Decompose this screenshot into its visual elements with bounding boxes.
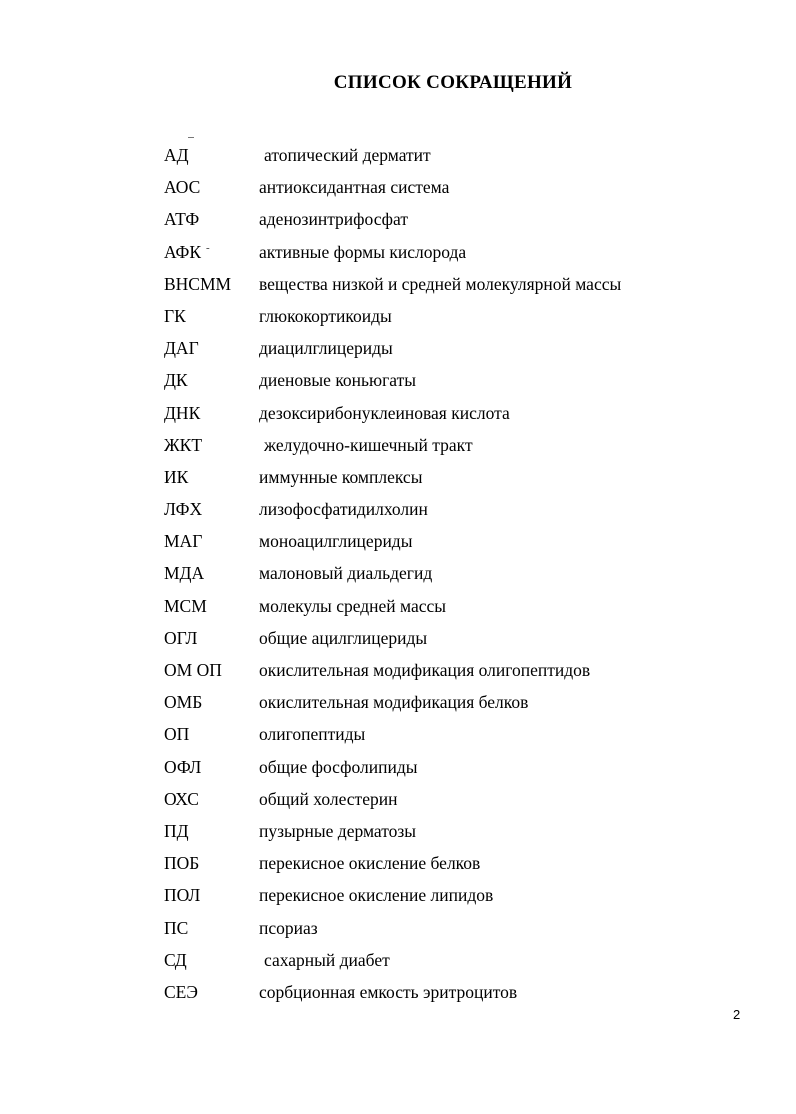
- abbreviation: ГК: [164, 305, 186, 326]
- definition: активные формы кислорода: [259, 241, 467, 262]
- definition: перекисное окисление липидов: [259, 885, 494, 906]
- list-item: [0, 209, 796, 241]
- definition: малоновый диальдегид: [259, 563, 433, 584]
- definition: диеновые коньюгаты: [259, 370, 416, 391]
- list-item: [0, 757, 796, 789]
- abbreviation: ДАГ: [164, 338, 199, 359]
- list-item: [0, 403, 796, 435]
- abbreviation: МДА: [164, 563, 205, 584]
- abbreviation: ПОБ: [164, 853, 200, 874]
- list-item: [0, 499, 796, 531]
- list-item: [0, 982, 796, 1014]
- abbreviation: ЖКТ: [164, 434, 203, 455]
- definition: сахарный диабет: [264, 949, 390, 970]
- abbreviation: ПОЛ: [164, 885, 201, 906]
- definition: атопический дерматит: [264, 145, 431, 165]
- list-item: [0, 531, 796, 563]
- list-item: [0, 950, 796, 982]
- definition: лизофосфатидилхолин: [259, 499, 428, 520]
- definition: глюкокортикоиды: [259, 305, 392, 326]
- abbreviation: СЕЭ: [164, 981, 198, 1002]
- abbreviation: ОГЛ: [164, 627, 198, 648]
- definition: иммунные комплексы: [259, 466, 423, 487]
- list-item: [0, 145, 796, 177]
- list-item: [0, 274, 796, 306]
- list-item: [0, 853, 796, 885]
- abbreviation: ИК: [164, 466, 189, 487]
- abbreviation: ОМБ: [164, 692, 203, 713]
- abbreviation-wrapper: [164, 242, 210, 263]
- abbreviation: МАГ: [164, 531, 203, 552]
- abbreviation: ПС: [164, 917, 189, 938]
- definition: псориаз: [259, 917, 318, 938]
- page-title: СПИСОК СОКРАЩЕНИЙ: [333, 72, 573, 93]
- abbreviation: ПД: [164, 820, 189, 841]
- list-item: [0, 596, 796, 628]
- list-item: [0, 660, 796, 692]
- scan-artifact-mark: [188, 137, 194, 138]
- list-item: [0, 563, 796, 595]
- abbreviation: СД: [164, 949, 187, 970]
- abbreviation: АТФ: [164, 209, 200, 230]
- abbreviation: МСМ: [164, 595, 207, 616]
- list-item: [0, 628, 796, 660]
- abbreviation: ОФЛ: [164, 756, 202, 777]
- list-item: [0, 724, 796, 756]
- abbreviation: ОП: [164, 724, 190, 745]
- abbreviation: ДК: [164, 370, 188, 391]
- minus-mark: -: [206, 241, 210, 254]
- definition: общий холестерин: [259, 788, 398, 809]
- definition: молекулы средней массы: [259, 595, 447, 616]
- abbreviation: ОХС: [164, 788, 199, 809]
- list-item: [0, 789, 796, 821]
- abbreviation: ВНСММ: [164, 273, 232, 294]
- list-item: [0, 918, 796, 950]
- list-item: [0, 692, 796, 724]
- list-item: [0, 370, 796, 402]
- abbreviation: АФК: [164, 241, 202, 262]
- abbreviation: ЛФХ: [164, 499, 203, 520]
- list-item: [0, 242, 796, 274]
- definition: дезоксирибонуклеиновая кислота: [259, 402, 510, 423]
- definition: перекисное окисление белков: [259, 853, 481, 874]
- definition: окислительная модификация белков: [259, 692, 529, 713]
- definition: пузырные дерматозы: [259, 820, 417, 841]
- definition: олигопептиды: [259, 724, 366, 745]
- definition: окислительная модификация олигопептидов: [259, 660, 591, 680]
- list-item: [0, 306, 796, 338]
- list-item: [0, 177, 796, 209]
- list-item: [0, 821, 796, 853]
- definition: моноацилглицериды: [259, 531, 413, 552]
- list-item: [0, 467, 796, 499]
- abbreviation: АОС: [164, 177, 201, 198]
- definition: общие фосфолипиды: [259, 756, 418, 777]
- abbreviation-list: [0, 145, 796, 1014]
- definition: антиоксидантная система: [259, 177, 450, 198]
- definition: вещества низкой и средней молекулярной массы: [259, 273, 622, 294]
- list-item: [0, 338, 796, 370]
- abbreviation: АД: [164, 145, 189, 165]
- list-item: [0, 885, 796, 917]
- list-item: [0, 435, 796, 467]
- definition: диацилглицериды: [259, 338, 393, 359]
- abbreviation: ОМ ОП: [164, 660, 222, 680]
- definition: желудочно-кишечный тракт: [264, 434, 473, 455]
- definition: общие ацилглицериды: [259, 627, 428, 648]
- abbreviation: ДНК: [164, 402, 201, 423]
- definition: аденозинтрифосфат: [259, 209, 408, 230]
- page-number: 2: [733, 1007, 741, 1022]
- definition: сорбционная емкость эритроцитов: [259, 981, 518, 1002]
